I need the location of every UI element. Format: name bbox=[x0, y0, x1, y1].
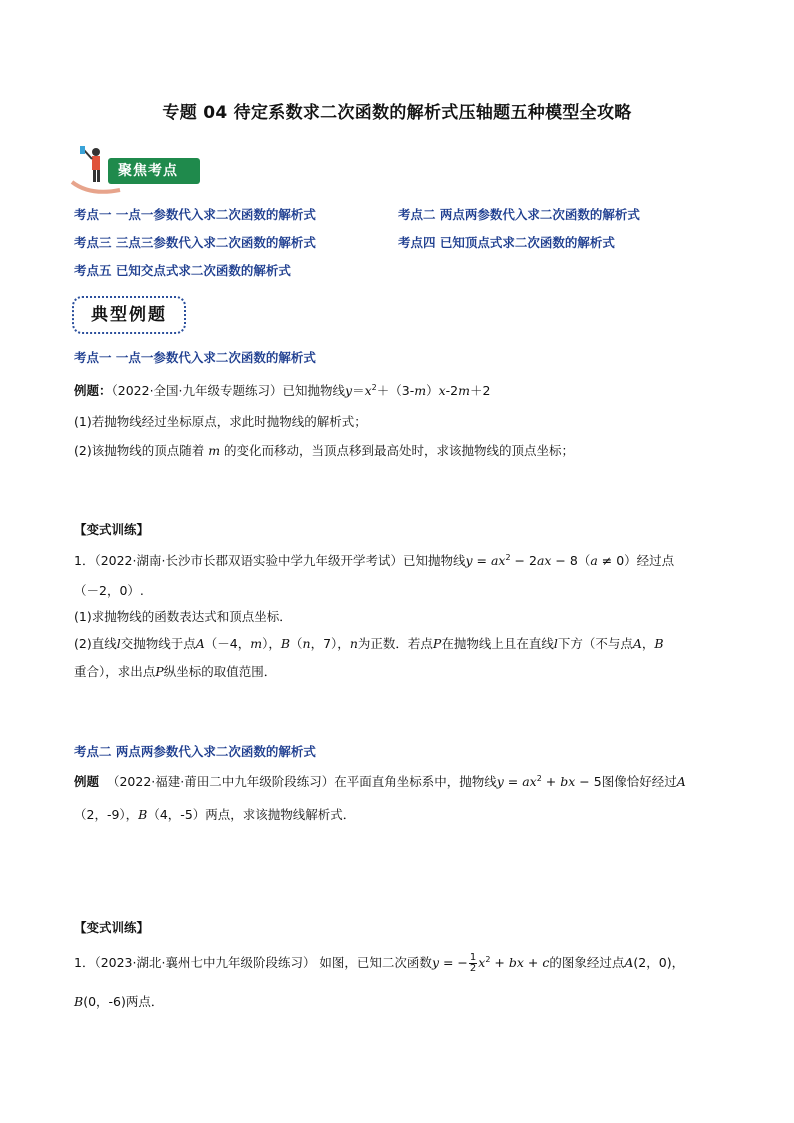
topic-item: 考点三 三点三参数代入求二次函数的解析式 bbox=[74, 235, 316, 250]
variant-line: （－2，0）. bbox=[74, 583, 144, 598]
focus-badge bbox=[72, 146, 202, 194]
section-title: 考点二 两点两参数代入求二次函数的解析式 bbox=[74, 744, 316, 759]
variant-line: B(0，-6)两点． bbox=[74, 994, 164, 1009]
focus-banner: 聚焦考点 bbox=[108, 158, 200, 184]
topic-list bbox=[74, 205, 734, 289]
example-line: 例题 （2022·福建·莆田二中九年级阶段练习）在平面直角坐标系中，抛物线$y = ax^2$ + bx − 5图像恰好经过A bbox=[74, 773, 686, 789]
fraction-one-half: $\frac{1}{2}$ bbox=[469, 952, 477, 974]
question-line: (2)直线l交抛物线于点A（－4，m），B（n，7），n为正数．若点P在抛物线上且在直线l下方（不与点A，B bbox=[74, 636, 664, 651]
variant-label: 【变式训练】 bbox=[74, 920, 150, 935]
typical-examples-label: 典型例题 bbox=[72, 296, 186, 334]
topic-item: 考点二 两点两参数代入求二次函数的解析式 bbox=[398, 207, 640, 222]
topic-item: 考点四 已知顶点式求二次函数的解析式 bbox=[398, 235, 615, 250]
topic-item: 考点五 已知交点式求二次函数的解析式 bbox=[74, 263, 291, 278]
variant-line: 1．（2022·湖南·长沙市长郡双语实验中学九年级开学考试）已知抛物线$y = ax^2 - 2ax - 8(a \ne 0)$经过点 bbox=[74, 552, 675, 568]
topic-item: 考点一 一点一参数代入求二次函数的解析式 bbox=[74, 207, 316, 222]
section-title: 考点一 一点一参数代入求二次函数的解析式 bbox=[74, 350, 316, 365]
question-line: 重合），求出点P纵坐标的取值范围． bbox=[74, 664, 277, 679]
question-line: (1)求抛物线的函数表达式和顶点坐标． bbox=[74, 609, 292, 624]
question-line: (2)该抛物线的顶点随着 m 的变化而移动，当顶点移到最高处时，求该抛物线的顶点坐标； bbox=[74, 443, 575, 458]
example-line: 例题：（2022·全国·九年级专题练习）已知抛物线$y=x^2+(3-m)x-2m+2$ bbox=[74, 382, 491, 398]
variant-label: 【变式训练】 bbox=[74, 522, 150, 537]
variant-line: 1．（2023·湖北·襄州七中九年级阶段练习） 如图，已知二次函数y = − $\frac{1}{2}$ $x^2$ + bx + c的图象经过点A(2，0)， bbox=[74, 952, 685, 974]
question-line: (1)若抛物线经过坐标原点，求此时抛物线的解析式； bbox=[74, 414, 367, 429]
document-title: 专题 04 待定系数求二次函数的解析式压轴题五种模型全攻略 bbox=[162, 103, 632, 123]
example-line: （2，-9），B（4，-5）两点，求该抛物线解析式． bbox=[74, 807, 356, 822]
